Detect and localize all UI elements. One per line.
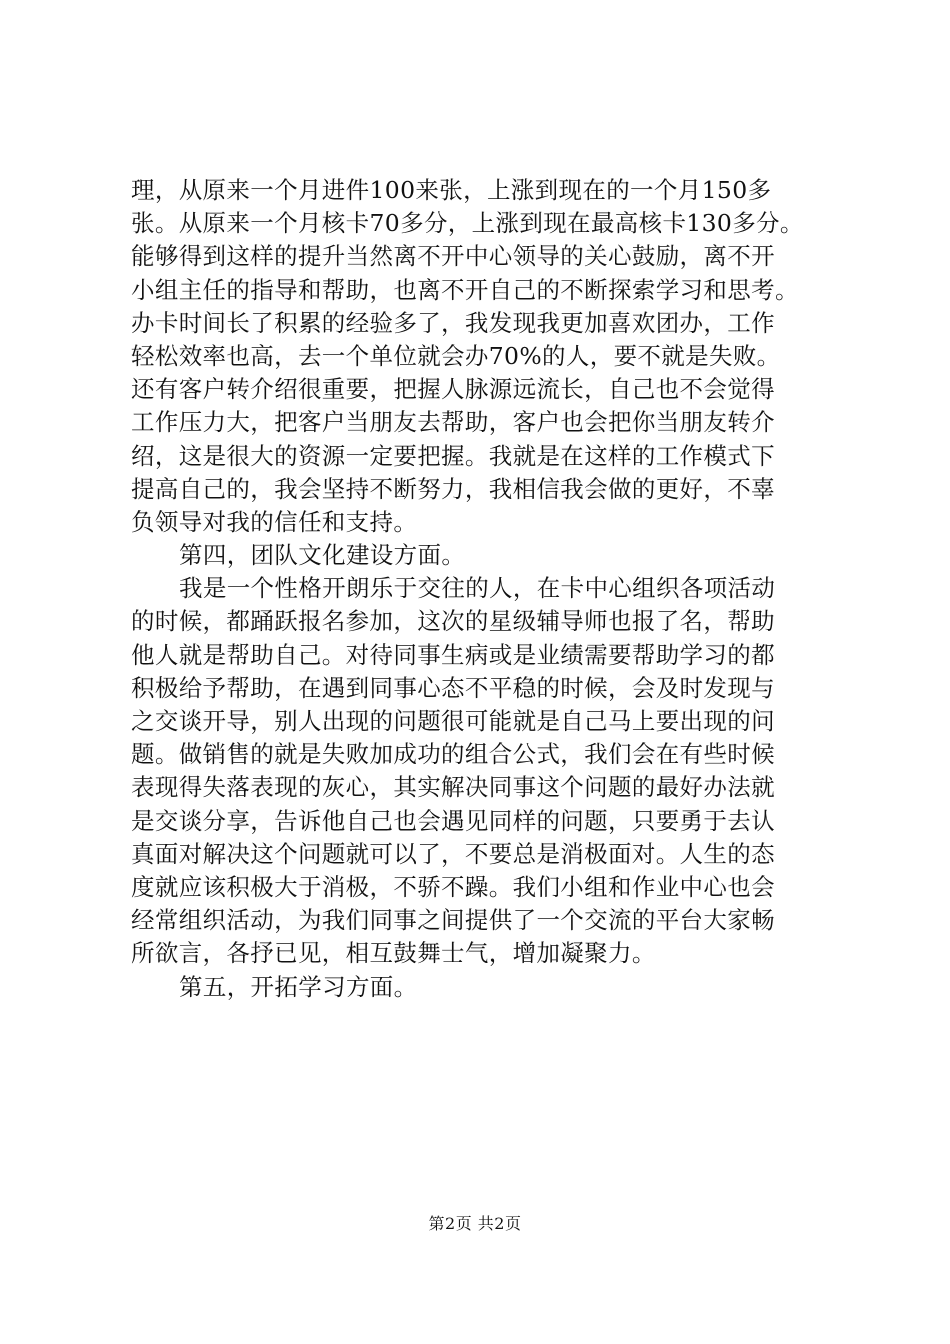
text-line: 题。做销售的就是失败加成功的组合公式，我们会在有些时候: [131, 740, 775, 769]
section-heading: 第五，开拓学习方面。: [179, 972, 418, 1001]
page-footer: 第2页 共2页: [428, 1214, 522, 1233]
text-line: 他人就是帮助自己。对待同事生病或是业绩需要帮助学习的都: [131, 640, 775, 669]
text-line: 办卡时间长了积累的经验多了，我发现我更加喜欢团办，工作: [131, 308, 775, 337]
document-body: [131, 174, 821, 1004]
text-line: 积极给予帮助，在遇到同事心态不平稳的时候，会及时发现与: [131, 673, 775, 702]
text-line: 是交谈分享，告诉他自己也会遇见同样的问题，只要勇于去认: [131, 806, 775, 835]
text-line: 经常组织活动，为我们同事之间提供了一个交流的平台大家畅: [131, 906, 775, 935]
text-line: 表现得失落表现的灰心，其实解决同事这个问题的最好办法就: [131, 773, 775, 802]
text-line: 我是一个性格开朗乐于交往的人，在卡中心组织各项活动: [179, 574, 776, 603]
text-line: 工作压力大，把客户当朋友去帮助，客户也会把你当朋友转介: [131, 408, 775, 437]
text-line: 张。从原来一个月核卡70多分，上涨到现在最高核卡130多分。: [131, 209, 804, 238]
text-line: 轻松效率也高，去一个单位就会办70%的人，要不就是失败。: [131, 341, 781, 370]
text-line: 真面对解决这个问题就可以了，不要总是消极面对。人生的态: [131, 839, 775, 868]
text-line: 提高自己的，我会坚持不断努力，我相信我会做的更好，不辜: [131, 474, 775, 503]
text-line: 负领导对我的信任和支持。: [131, 507, 418, 536]
text-line: 所欲言，各抒已见，相互鼓舞士气，增加凝聚力。: [131, 939, 656, 968]
text-line: 之交谈开导，别人出现的问题很可能就是自己马上要出现的问: [131, 707, 775, 735]
section-heading: 第四，团队文化建设方面。: [179, 541, 466, 570]
text-line: 还有客户转介绍很重要，把握人脉源远流长，自己也不会觉得: [131, 375, 775, 404]
text-line: 绍，这是很大的资源一定要把握。我就是在这样的工作模式下: [131, 441, 775, 470]
text-line: 度就应该积极大于消极，不骄不躁。我们小组和作业中心也会: [131, 872, 775, 901]
text-line: 能够得到这样的提升当然离不开中心领导的关心鼓励，离不开: [131, 242, 775, 271]
text-line: 理，从原来一个月进件100来张，上涨到现在的一个月150多: [131, 176, 772, 204]
text-line: 小组主任的指导和帮助，也离不开自己的不断探索学习和思考。: [131, 275, 799, 304]
text-line: 的时候，都踊跃报名参加，这次的星级辅导师也报了名，帮助: [131, 607, 775, 636]
